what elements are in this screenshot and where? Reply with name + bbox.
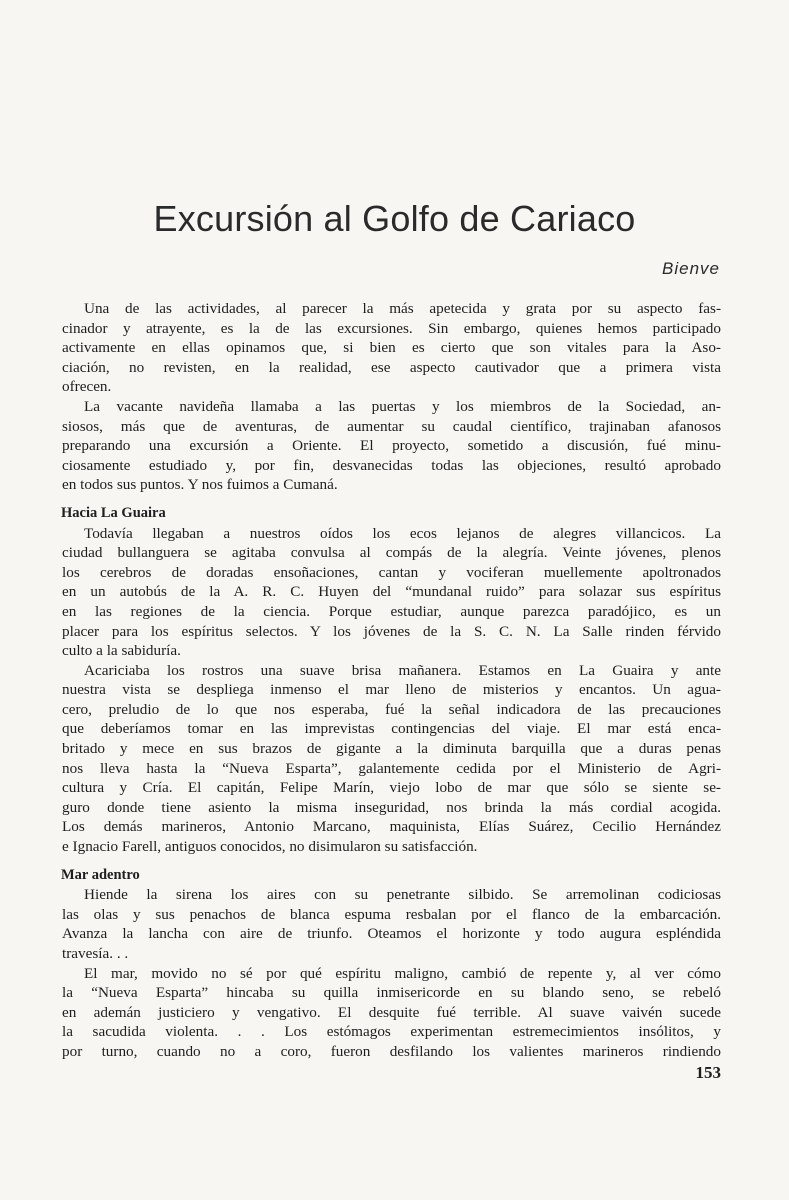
- text-line: ciación, no revisten, en la realidad, ese aspecto cautivador que a primera vista: [62, 358, 721, 376]
- text-line: La vacante navideña llamaba a las puertas y los miembros de la Sociedad, an-: [84, 397, 721, 415]
- text-line: Los demás marineros, Antonio Marcano, maquinista, Elías Suárez, Cecilio Hernández: [62, 818, 721, 836]
- text-line: placer para los espíritus selectos. Y los jóvenes de la S. C. N. La Salle rinden férvido: [62, 622, 721, 640]
- intro-paragraph-1: [61, 299, 721, 397]
- section1-paragraph-1: [61, 524, 721, 661]
- text-line: los cerebros de doradas ensoñaciones, cantan y vociferan muellemente apoltronados: [62, 563, 721, 581]
- text-line: la “Nueva Esparta” hincaba su quilla inmisericorde en su blando seno, se rebeló: [62, 984, 721, 1002]
- text-line: Todavía llegaban a nuestros oídos los ecos lejanos de alegres villancicos. La: [84, 524, 721, 542]
- text-line: en ademán justiciero y vengativo. El desquite fué terrible. Al suave vaivén sucede: [62, 1003, 721, 1021]
- text-line: la sacudida violenta. . . Los estómagos experimentan estremecimientos insólitos, y: [62, 1023, 721, 1041]
- text-line: cinador y atrayente, es la de las excursiones. Sin embargo, quienes hemos participado: [62, 319, 721, 337]
- text-line: ciudad bullanguera se agitaba convulsa al compás de la alegría. Veinte jóvenes, plenos: [62, 544, 721, 562]
- text-line: culto a la sabiduría.: [62, 642, 181, 660]
- text-line: cultura y Cría. El capitán, Felipe Marín, viejo lobo de mar que sólo se siente se-: [62, 779, 721, 797]
- intro-paragraph-2: [61, 397, 721, 495]
- text-line: Una de las actividades, al parecer la más apetecida y grata por su aspecto fas-: [84, 300, 721, 317]
- text-line: britado y mece en sus brazos de gigante a la diminuta barquilla que a duras penas: [62, 740, 721, 758]
- article-title: Excursión al Golfo de Cariaco: [153, 198, 636, 239]
- text-line: siosos, más que de aventuras, de aumentar su caudal científico, trajinaban afanosos: [62, 417, 721, 435]
- text-line: Avanza la lancha con aire de triunfo. Oteamos el horizonte y todo augura espléndida: [62, 925, 721, 943]
- text-line: nuestra vista se despliega inmenso el mar lleno de misterios y encantos. Un agua-: [62, 681, 721, 699]
- text-line: travesía. . .: [62, 945, 129, 962]
- text-line: en las regiones de la ciencia. Porque estudiar, aunque parezca paradójico, es un: [62, 602, 721, 620]
- article-body: [61, 299, 721, 1062]
- section-heading-hacia-la-guaira: Hacia La Guaira: [61, 504, 166, 521]
- text-line: nos lleva hasta la “Nueva Esparta”, galantemente cedida por el Ministerio de Agri-: [62, 759, 721, 777]
- text-line: El mar, movido no sé por qué espíritu maligno, cambió de repente y, al ver cómo: [84, 964, 721, 982]
- section2-paragraph-1: [61, 885, 721, 963]
- text-line: en todos sus puntos. Y nos fuimos a Cumaná.: [62, 476, 338, 494]
- text-line: en un autobús de la A. R. C. Huyen del “mundanal ruido” para solazar sus espíritus: [62, 583, 721, 601]
- text-line: ofrecen.: [62, 378, 112, 396]
- text-line: por turno, cuando no a coro, fueron desfilando los valientes marineros rindiendo: [62, 1042, 721, 1060]
- text-line: preparando una excursión a Oriente. El proyecto, sometido a discusión, fué minu-: [62, 437, 721, 455]
- section2-paragraph-2: [61, 964, 721, 1062]
- text-line: activamente en ellas opinamos que, si bien es cierto que son vitales para la Aso-: [62, 339, 721, 357]
- text-line: Acariciaba los rostros una suave brisa mañanera. Estamos en La Guaira y ante: [84, 661, 721, 679]
- text-line: e Ignacio Farell, antiguos conocidos, no disimularon su satisfacción.: [62, 838, 478, 856]
- text-line: Hiende la sirena los aires con su penetrante silbido. Se arremolinan codiciosas: [84, 886, 721, 904]
- section-heading-mar-adentro: Mar adentro: [61, 866, 140, 883]
- text-line: guro donde tiene asiento la misma inseguridad, nos brinda la más cordial acogida.: [62, 798, 721, 816]
- text-line: que deberíamos tomar en las imprevistas contingencias del viaje. El mar está enca-: [62, 720, 721, 738]
- author-name: Bienve: [662, 259, 720, 278]
- text-line: cero, preludio de lo que nos esperaba, fué la señal indicadora de las precauciones: [62, 700, 721, 718]
- text-line: las olas y sus penachos de blanca espuma resbalan por el flanco de la embarcación.: [62, 905, 721, 923]
- section1-paragraph-2: [61, 661, 721, 857]
- text-line: ciosamente estudiado y, por fin, desvanecidas todas las objeciones, resultó aprobado: [62, 456, 721, 474]
- page-number: 153: [695, 1063, 721, 1082]
